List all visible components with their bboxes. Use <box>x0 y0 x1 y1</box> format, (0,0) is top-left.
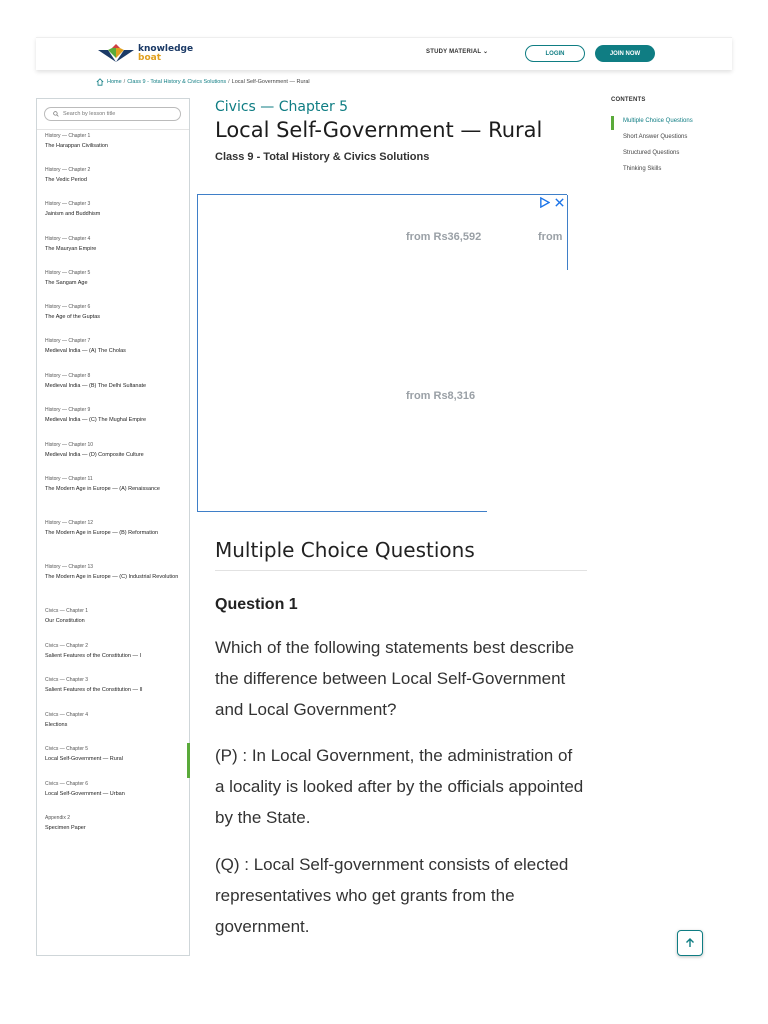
chapter-kicker: History — Chapter 7 <box>45 338 91 344</box>
sidebar-chapter[interactable] <box>45 520 185 538</box>
chapter-kicker: History — Chapter 12 <box>45 520 94 526</box>
search-icon <box>53 111 59 117</box>
breadcrumb <box>96 78 310 86</box>
top-navbar <box>36 37 732 70</box>
advertisement[interactable] <box>197 194 567 512</box>
logo-text-line2: boat <box>138 53 162 63</box>
chapter-title: The Modern Age in Europe — (C) Industrial Revolution <box>45 574 179 580</box>
login-button[interactable]: LOGIN <box>525 45 585 62</box>
active-chapter-indicator <box>187 743 190 778</box>
chapter-kicker: History — Chapter 10 <box>45 442 94 448</box>
chapter-title: Specimen Paper <box>45 825 86 831</box>
page-title: Local Self-Government — Rural <box>215 118 543 142</box>
breadcrumb-separator: / <box>123 79 126 85</box>
breadcrumb-separator: / <box>228 79 230 85</box>
chapter-kicker: Civics — Chapter 1 <box>45 608 89 614</box>
chapter-title: Local Self-Government — Urban <box>45 791 125 797</box>
toc-item-multiple-choice[interactable]: Multiple Choice Questions <box>623 118 693 124</box>
chapter-title: Elections <box>45 722 68 728</box>
scroll-to-top-button[interactable] <box>677 930 703 956</box>
toc-item-thinking-skills[interactable]: Thinking Skills <box>623 166 662 172</box>
sidebar-chapter[interactable] <box>45 712 185 730</box>
arrow-up-icon <box>684 937 696 949</box>
ad-border <box>197 511 487 512</box>
divider <box>37 129 189 130</box>
chapter-title: The Modern Age in Europe — (B) Reformation <box>45 530 159 536</box>
question-text: Which of the following statements best describe the difference between Local Self-Government and Local Government? <box>215 638 575 719</box>
chapter-title: The Mauryan Empire <box>45 246 97 252</box>
study-material-label: STUDY MATERIAL <box>426 49 482 55</box>
chapter-kicker: Civics — Chapter 2 <box>45 643 89 649</box>
question-title: Question 1 <box>215 596 298 613</box>
study-material-menu[interactable] <box>426 48 488 55</box>
chapter-kicker: Appendix 2 <box>45 815 71 821</box>
sidebar-chapter[interactable] <box>45 677 185 695</box>
chapter-title: Our Constitution <box>45 618 85 624</box>
boat-logo-icon <box>96 44 136 64</box>
chapter-title: Medieval India — (D) Composite Culture <box>45 452 144 458</box>
adchoices-icon[interactable] <box>539 197 550 208</box>
ad-price: from Rs36,592 <box>406 231 482 243</box>
lesson-search[interactable] <box>44 107 181 121</box>
chapter-kicker: History — Chapter 6 <box>45 304 91 310</box>
chapter-kicker: History — Chapter 5 <box>45 270 91 276</box>
sidebar-chapter[interactable] <box>45 373 185 391</box>
sidebar-chapter[interactable] <box>45 781 185 799</box>
chapter-title: Medieval India — (C) The Mughal Empire <box>45 417 147 423</box>
chevron-down-icon: ⌄ <box>483 49 489 55</box>
sidebar-chapter[interactable] <box>45 564 185 582</box>
sidebar-chapter[interactable] <box>45 338 185 356</box>
sidebar-chapter[interactable] <box>45 270 185 288</box>
chapter-kicker: Civics — Chapter 3 <box>45 677 89 683</box>
page-subtitle: Class 9 - Total History & Civics Solutions <box>215 151 430 163</box>
chapter-kicker: History — Chapter 1 <box>45 133 91 139</box>
chapter-title: Medieval India — (B) The Delhi Sultanate <box>45 383 147 389</box>
chapter-kicker: History — Chapter 9 <box>45 407 91 413</box>
join-now-button[interactable]: JOIN NOW <box>595 45 655 62</box>
divider <box>215 570 587 571</box>
sidebar-chapter-active[interactable] <box>45 746 185 764</box>
chapter-kicker: History — Chapter 11 <box>45 476 93 482</box>
sidebar-chapter[interactable] <box>45 304 185 322</box>
breadcrumb-home[interactable]: Home <box>107 79 122 85</box>
chapter-title: The Vedic Period <box>45 177 87 183</box>
chapter-title: Salient Features of the Constitution — I <box>45 653 141 659</box>
active-toc-indicator <box>611 116 614 130</box>
sidebar-chapter[interactable] <box>45 167 185 185</box>
chapter-title: The Age of the Guptas <box>45 314 101 320</box>
toc-item-structured[interactable]: Structured Questions <box>623 150 680 156</box>
sidebar-chapter[interactable] <box>45 236 185 254</box>
sidebar-chapter[interactable] <box>45 407 185 425</box>
close-icon[interactable] <box>554 197 565 208</box>
chapter-title: Jainism and Buddhism <box>45 211 101 217</box>
chapter-kicker: History — Chapter 4 <box>45 236 91 242</box>
sidebar-chapter[interactable] <box>45 476 185 494</box>
search-input[interactable] <box>63 111 173 117</box>
chapter-title: The Sangam Age <box>45 280 88 286</box>
contents-heading: CONTENTS <box>611 97 646 103</box>
option-q: (Q) : Local Self-government consists of elected representatives who get grants from the government. <box>215 855 569 936</box>
chapter-kicker: Civics — Chapter 5 <box>215 99 349 115</box>
home-icon <box>96 78 104 86</box>
sidebar-chapter[interactable] <box>45 643 185 661</box>
option-p: (P) : In Local Government, the administration of a locality is looked after by the officials appointed by the State. <box>215 746 584 827</box>
chapter-title: Salient Features of the Constitution — II <box>45 687 143 693</box>
section-heading: Multiple Choice Questions <box>215 538 475 562</box>
breadcrumb-section[interactable]: Class 9 - Total History & Civics Solutions <box>127 79 227 85</box>
ad-controls <box>539 197 565 208</box>
sidebar-chapter[interactable] <box>45 815 185 833</box>
site-logo[interactable] <box>96 42 193 66</box>
chapter-kicker: Civics — Chapter 5 <box>45 746 89 752</box>
sidebar-chapter[interactable] <box>45 133 185 151</box>
sidebar-chapter[interactable] <box>45 608 185 626</box>
chapter-kicker: History — Chapter 2 <box>45 167 91 173</box>
breadcrumb-current: Local Self-Government — Rural <box>231 79 310 85</box>
sidebar-chapter[interactable] <box>45 442 185 460</box>
chapter-title: Medieval India — (A) The Cholas <box>45 348 126 354</box>
toc-item-short-answer[interactable]: Short Answer Questions <box>623 134 688 140</box>
chapter-kicker: History — Chapter 8 <box>45 373 91 379</box>
chapter-kicker: History — Chapter 13 <box>45 564 94 570</box>
ad-price: from Rs8,316 <box>406 390 476 402</box>
chapter-sidebar <box>36 98 190 956</box>
sidebar-chapter[interactable] <box>45 201 185 219</box>
chapter-kicker: Civics — Chapter 4 <box>45 712 89 718</box>
ad-price: from <box>538 231 563 243</box>
chapter-kicker: Civics — Chapter 6 <box>45 781 89 787</box>
ad-border <box>567 195 568 270</box>
chapter-title: The Modern Age in Europe — (A) Renaissance <box>45 486 160 492</box>
chapter-kicker: History — Chapter 3 <box>45 201 91 207</box>
chapter-title: Local Self-Government — Rural <box>45 756 123 762</box>
logo-text-line1: knowledge <box>138 44 194 54</box>
chapter-title: The Harappan Civilisation <box>45 143 108 149</box>
